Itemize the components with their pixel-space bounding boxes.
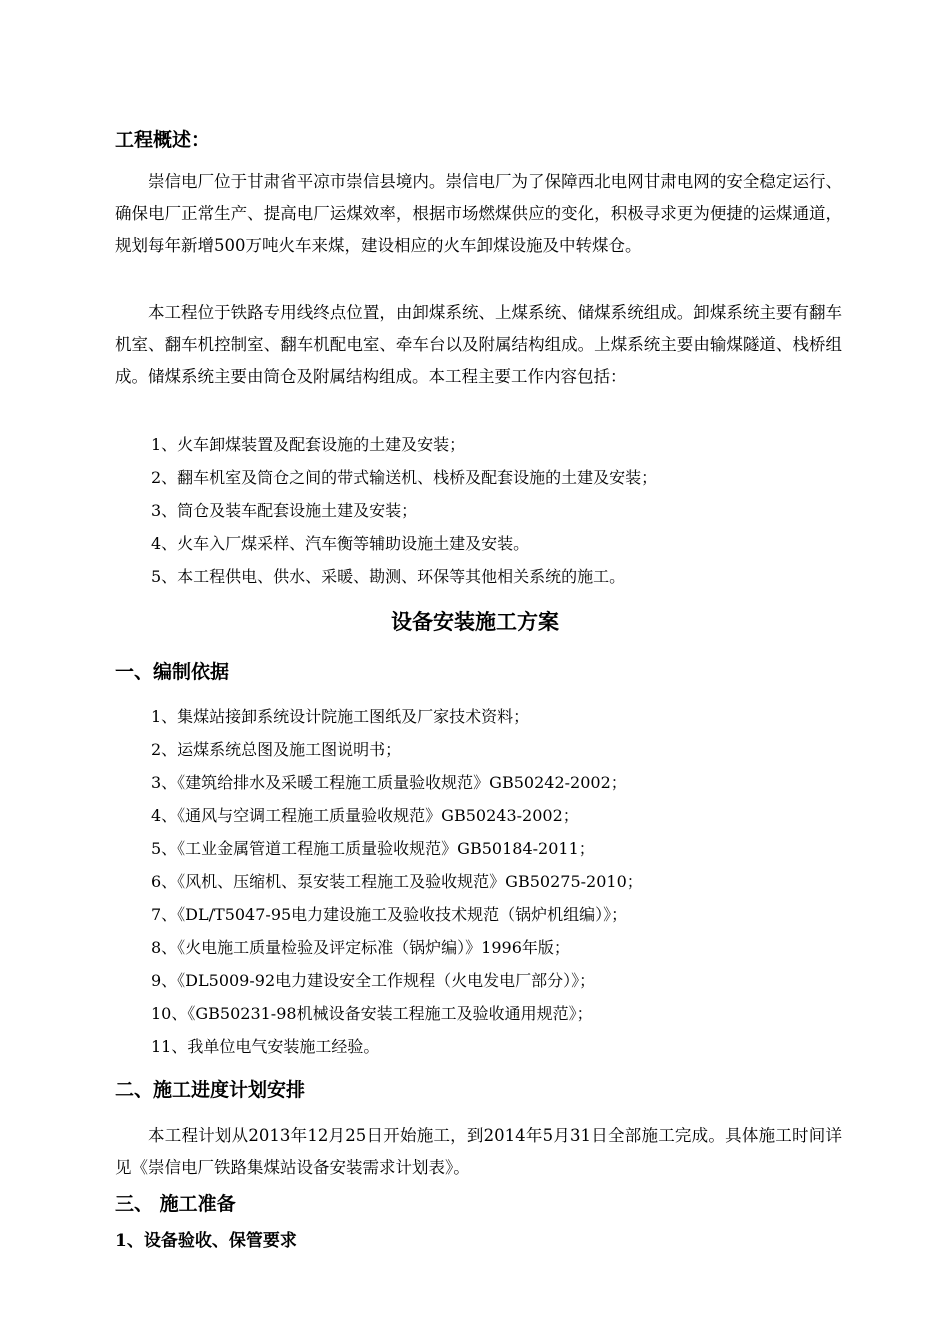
overview-paragraph-1: 崇信电厂位于甘肃省平凉市崇信县境内。崇信电厂为了保障西北电网甘肃电网的安全稳定运行、确保电厂正常生产、提高电厂运煤效率，根据市场燃煤供应的变化，积极寻求更为便捷的运煤通道，规划每年新增500万吨火车来煤，建设相应的火车卸煤设施及中转煤仓。	[115, 172, 842, 255]
overview-heading: 工程概述：	[115, 129, 211, 151]
overview-item-5: 5、本工程供电、供水、采暖、勘测、环保等其他相关系统的施工。	[151, 567, 626, 586]
basis-item-3: 3、《建筑给排水及采暖工程施工质量验收规范》GB50242-2002；	[151, 773, 627, 792]
overview-item-2: 2、翻车机室及筒仓之间的带式输送机、栈桥及配套设施的土建及安装；	[151, 468, 658, 487]
schedule-paragraph: 本工程计划从2013年12月25日开始施工，到2014年5月31日全部施工完成。具体施工时间详见《崇信电厂铁路集煤站设备安装需求计划表》。	[115, 1126, 842, 1177]
basis-item-6: 6、《风机、压缩机、泵安装工程施工及验收规范》GB50275-2010；	[151, 872, 643, 891]
basis-item-8: 8、《火电施工质量检验及评定标准（锅炉编）》1996年版；	[151, 938, 570, 957]
basis-item-7: 7、《DL/T5047-95电力建设施工及验收技术规范（锅炉机组编）》；	[151, 905, 628, 924]
overview-paragraph-2: 本工程位于铁路专用线终点位置，由卸煤系统、上煤系统、储煤系统组成。卸煤系统主要有翻车机室、翻车机控制室、翻车机配电室、牵车台以及附属结构组成。上煤系统主要由输煤隧道、栈桥组成。储煤系统主要由筒仓及附属结构组成。本工程主要工作内容包括：	[115, 303, 842, 386]
section2-heading: 二、施工进度计划安排	[115, 1079, 306, 1101]
basis-item-4: 4、《通风与空调工程施工质量验收规范》GB50243-2002；	[151, 806, 579, 825]
basis-item-5: 5、《工业金属管道工程施工质量验收规范》GB50184-2011；	[151, 839, 595, 858]
basis-item-9: 9、《DL5009-92电力建设安全工作规程（火电发电厂部分）》；	[151, 971, 596, 990]
overview-item-4: 4、火车入厂煤采样、汽车衡等辅助设施土建及安装。	[151, 534, 530, 553]
basis-item-10: 10、《GB50231-98机械设备安装工程施工及验收通用规范》；	[151, 1004, 593, 1023]
section3-subheading-1: 1、设备验收、保管要求	[115, 1231, 297, 1251]
overview-item-1: 1、火车卸煤装置及配套设施的土建及安装；	[151, 435, 466, 454]
overview-item-3: 3、筒仓及装车配套设施土建及安装；	[151, 501, 418, 520]
basis-item-1: 1、集煤站接卸系统设计院施工图纸及厂家技术资料；	[151, 707, 530, 726]
section3-heading: 三、 施工准备	[115, 1193, 236, 1215]
document-title: 设备安装施工方案	[391, 609, 559, 634]
basis-item-2: 2、运煤系统总图及施工图说明书；	[151, 740, 402, 759]
basis-item-11: 11、我单位电气安装施工经验。	[151, 1037, 380, 1056]
section1-heading: 一、编制依据	[115, 661, 230, 683]
